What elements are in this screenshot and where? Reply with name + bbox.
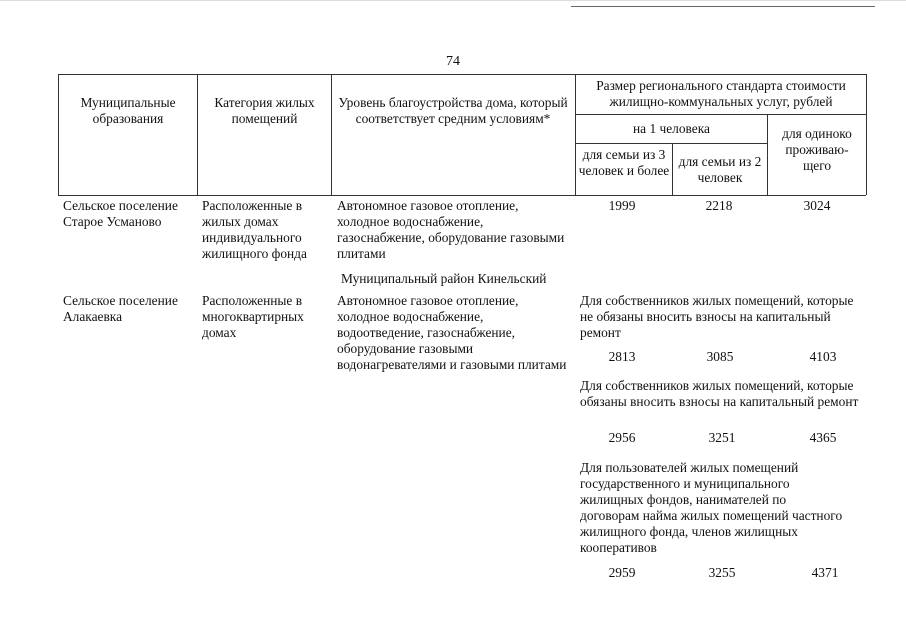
group1-family3-value: 2813 [608,349,636,364]
header-divider-standard [575,114,866,115]
group3-single-value: 4371 [811,565,839,580]
header-standard: Размер регионального стандарта стоимости жилищно-коммунальных услуг, рублей [596,78,846,109]
header-family-3: для семьи из 3 человек и более [578,147,670,178]
col-border-2 [331,74,332,195]
district-heading: Муниципальный район Кинельский [341,271,547,286]
header-municipal: Муниципальные образования [80,95,176,126]
group2-family3-value: 2956 [608,430,636,445]
row2-municipal: Сельское поселение Алакаевка [63,293,178,324]
col-border-1 [197,74,198,195]
top-rule [571,6,875,7]
group1-family2-value: 3085 [706,349,734,364]
row1-single-value: 3024 [803,198,831,213]
scan-edge [0,0,906,1]
header-bottom-border [58,195,866,196]
group3-label: Для пользователей жилых помещений государственного и муниципального жилищных фондов, нанимателей по договорам найма жилых помещений частного жилищного фонда, членов жилищных кооперативов [580,460,843,555]
row1-municipal: Сельское поселение Старое Усманово [63,198,178,229]
group2-family2-value: 3251 [708,430,736,445]
group3-family2-value: 3255 [708,565,736,580]
header-level: Уровень благоустройства дома, который соответствует средним условиям* [338,95,568,126]
col-border-6 [866,74,867,195]
row1-level: Автономное газовое отопление, холодное водоснабжение, газоснабжение, оборудование газовыми плитами [337,198,565,261]
table-top-border [58,74,866,75]
header-category: Категория жилых помещений [214,95,315,126]
row1-category: Расположенные в жилых домах индивидуального жилищного фонда [202,198,307,261]
header-single: для одиноко проживаю-щего [782,126,852,173]
group1-single-value: 4103 [809,349,837,364]
col-border-5 [767,114,768,195]
header-divider-per-person [575,143,767,144]
group3-family3-value: 2959 [608,565,636,580]
row1-family3-value: 1999 [608,198,636,213]
row2-category: Расположенные в многоквартирных домах [202,293,304,340]
group1-label: Для собственников жилых помещений, которые не обязаны вносить взносы на капитальный ремонт [580,293,854,340]
page-number: 74 [446,54,460,69]
col-border-0 [58,74,59,195]
col-border-3 [575,74,576,195]
row2-level: Автономное газовое отопление, холодное водоснабжение, водоотведение, газоснабжение, оборудование газовыми водонагревателями и газовыми плитами [337,293,567,372]
row1-family2-value: 2218 [705,198,733,213]
header-per-person: на 1 человека [633,121,710,136]
header-family-2: для семьи из 2 человек [678,154,762,185]
group2-single-value: 4365 [809,430,837,445]
col-border-4 [672,143,673,195]
group2-label: Для собственников жилых помещений, которые обязаны вносить взносы на капитальный ремонт [580,378,859,409]
